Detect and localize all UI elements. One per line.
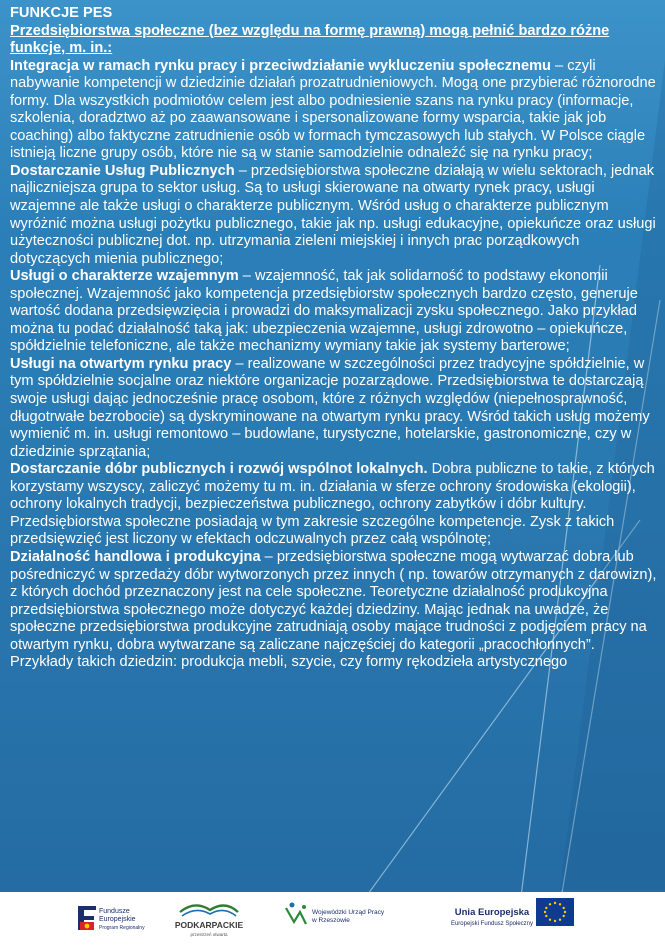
unia-europejska-logo (428, 892, 598, 945)
section-heading: Dostarczanie dóbr publicznych i rozwój wspólnot lokalnych. (10, 461, 428, 478)
section-text: – realizowane w szczególności przez tradycyjne spółdzielnie, w tym spółdzielnie socjalne oraz niektóre organizacje pozarządowe. Przedsiębiorstwa te dostarczają swoje usługi dając jednocześnie pracę osobom, które z różnych względów (niepełnosprawność, długotrwałe bezrobocie) są dyskryminowane na otwartym rynku pracy. Wśród takich usług możemy wymienić m. in. usługi remontowo – budowlane, turystyczne, hotelarskie, gastronomiczne, czy w dziedzinie sprzątania; (10, 355, 650, 460)
fe-star-icon (85, 924, 90, 929)
section-heading: Usługi o charakterze wzajemnym (10, 268, 239, 285)
section-mutual-services (10, 268, 658, 356)
section-integration (10, 58, 658, 163)
fundusze-europejskie-logo (74, 892, 164, 945)
podkarpackie-slogan: przestrzeń otwarta (190, 932, 228, 937)
podkarpackie-name: PODKARPACKIE (174, 920, 244, 930)
section-text: – przedsiębiorstwa społeczne mogą wytwarzać dobra lub pośredniczyć w sprzedaży dóbr wytworzonych przez innych ( np. towarów otrzymanych z darowizn), z których dochód przeznaczony jest na cele społeczne. Teoretyczne działalność produkcyjna przedsiębiorstwa społecznego może dotyczyć każdej dziedziny. Mając jednak na uwadze, że społeczne przedsiębiorstwa produkcyjne zatrudniają osoby mające trudności z podjęciem pracy na otwartym rynku, dobra wytwarzane są zaliczane najczęściej do kategorii „pracochłonnych”. Przykłady takich dziedzin: produkcja mebli, szycie, czy formy rękodzieła artystycznego (10, 548, 657, 671)
section-text: – wzajemność, tak jak solidarność to podstawy ekonomii społecznej. Wzajemność jako kompetencja przedsiębiorstw społecznych bardzo często, generuje wartość dodana przedsięwzięcia i prowadzi do maksymalizacji zysku społecznego. Jako przykład można tu podać działalność taką jak: ubezpieczenia wzajemne, usługi zdrowotno – opiekuńcze, spółdzielnie telefoniczne, ale także mechanizmy wymiany takie jak systemy barterowe; (10, 268, 638, 355)
section-heading: Dostarczanie Usług Publicznych (10, 162, 235, 179)
section-trade-production (10, 549, 658, 672)
section-public-goods (10, 461, 658, 549)
wup-mark-icon (286, 908, 306, 924)
wup-rzeszow-logo (280, 892, 420, 945)
document-body (10, 5, 658, 672)
section-text: – czyli nabywanie kompetencji w dziedzinie działań prozatrudnieniowych. Mogą one przybierać różnorodne formy. Dla wszystkich podmiotów celem jest albo podniesienie szans na rynku pracy (informacje, szkolenia, doradztwo aż po zaawansowane i spersonalizowane formy wsparcia, takie jak job coaching) albo faktyczne zatrudnienie osób w formach tymczasowych lub stałych. W Polsce ciągle istnieją liczne grupy osób, które nie są w stanie samodzielnie odnaleźć się na rynku pracy; (10, 57, 656, 162)
footer-logo-bar (0, 892, 665, 945)
podkarpackie-logo (170, 892, 248, 945)
section-heading: Integracja w ramach rynku pracy i przeciwdziałanie wykluczeniu społecznemu (10, 57, 551, 74)
section-text: – przedsiębiorstwa społeczne działają w wielu sektorach, jednak najliczniejsza grupa to sektor usług. Są to usługi skierowane na otwarty rynek pracy, usługi wzajemne ale także usługi o charakterze publicznym. Wśród usług o charakterze publicznym wyróżnić można usługi pożytku publicznego, takie jak np. usługi edukacyjne, opiekuńcze oraz usługi użyteczności publicznej dot. np. utrzymania zieleni miejskiej i innych prac porządkowych dotyczących mienia publicznego; (10, 162, 656, 267)
fe-program: Program Regionalny (99, 925, 145, 931)
page-title: FUNKCJE PES (10, 5, 113, 21)
ue-subtitle: Europejski Fundusz Społeczny (450, 921, 534, 927)
page-subtitle: Przedsiębiorstwa społeczne (bez względu na formę prawną) mogą pełnić bardzo różne funkcje, m. in.: (10, 22, 610, 57)
fe-name-line1: Fundusze (99, 908, 130, 915)
section-heading: Usługi na otwartym rynku pracy (10, 355, 232, 372)
section-text: Dobra publiczne to takie, z których korzystamy wszyscy, zaliczyć możemy tu m. in. działania w sferze ochrony środowiska (ekologii), ochrony lokalnych tradycji, bezpieczeństwa publicznego, ochrony zabytków i dóbr kultury. Przedsiębiorstwa społeczne posiadają w tym zakresie szczególne kompetencje. Zysk z takich przedsięwzięć jest liczony w efektach odczuwalnych przez całą wspólnotę; (10, 461, 655, 548)
section-heading: Działalność handlowa i produkcyjna (10, 548, 261, 565)
section-public-services (10, 163, 658, 268)
wup-name-line1: Wojewódzki Urząd Pracy (312, 909, 385, 916)
section-open-market-services (10, 356, 658, 461)
wup-dot-icon (290, 903, 295, 908)
podkarpackie-wave-icon (182, 910, 236, 916)
ue-title: Unia Europejska (454, 907, 530, 918)
fe-name-line2: Europejskie (99, 916, 136, 923)
wup-dot-icon (302, 905, 306, 909)
wup-name-line2: w Rzeszowie (312, 917, 350, 924)
